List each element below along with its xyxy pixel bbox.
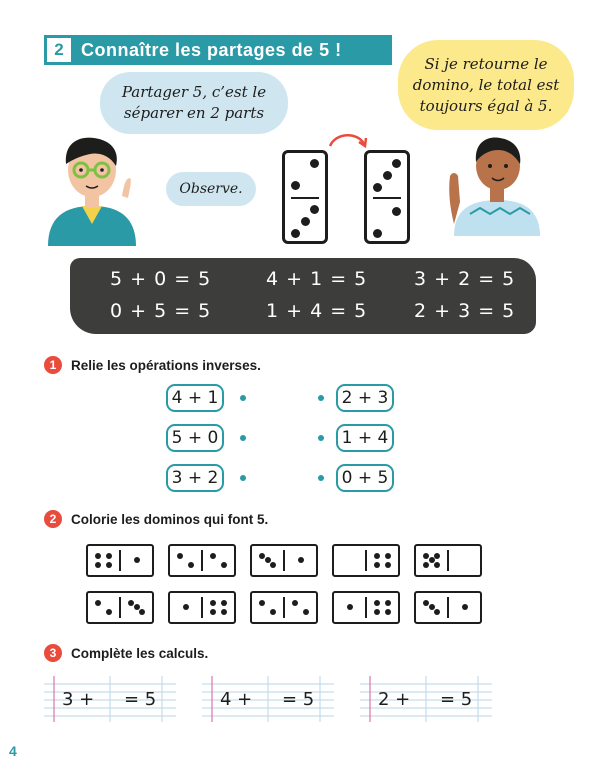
- colorable-domino[interactable]: [332, 544, 400, 577]
- connect-dot-right[interactable]: [318, 395, 324, 401]
- calc-answer-blank[interactable]: [260, 689, 278, 711]
- domino-dot: [429, 604, 435, 610]
- domino-dot: [462, 604, 468, 610]
- domino-dot: [298, 557, 304, 563]
- colorable-domino[interactable]: [86, 544, 154, 577]
- domino-divider: [283, 550, 285, 571]
- flip-arrow-icon: [326, 130, 370, 152]
- calc-box-2: [202, 676, 334, 722]
- domino-dot: [385, 553, 391, 559]
- domino-dot: [259, 553, 265, 559]
- domino-dot: [188, 562, 194, 568]
- domino-divider: [119, 597, 121, 618]
- domino-dot: [423, 553, 429, 559]
- section-number: 2: [47, 38, 71, 62]
- exercise-number: 3: [44, 644, 62, 662]
- board-equation: 1 + 4 = 5: [266, 300, 368, 322]
- domino-dot: [347, 604, 353, 610]
- domino-dot: [374, 553, 380, 559]
- domino-dot: [434, 553, 440, 559]
- connect-dot-right[interactable]: [318, 435, 324, 441]
- domino-dot: [291, 181, 300, 190]
- page-number: 4: [9, 743, 17, 759]
- domino-dot: [392, 159, 401, 168]
- domino-dot: [221, 600, 227, 606]
- domino-dot: [95, 562, 101, 568]
- domino-dot: [106, 553, 112, 559]
- board-equation: 5 + 0 = 5: [110, 268, 212, 290]
- domino-dot: [310, 159, 319, 168]
- domino-dot: [383, 171, 392, 180]
- bubble-left-line2: séparer en 2 parts: [123, 104, 265, 122]
- section-title: Connaître les partages de 5 !: [81, 39, 342, 60]
- domino-divider: [447, 597, 449, 618]
- connect-dot-left[interactable]: [240, 395, 246, 401]
- board-equation: 4 + 1 = 5: [266, 268, 368, 290]
- domino-dot: [139, 609, 145, 615]
- domino-dot: [423, 562, 429, 568]
- calc-left: 4 +: [220, 689, 253, 710]
- boy-pointing-illustration: [440, 128, 546, 236]
- domino-dot: [270, 562, 276, 568]
- speech-bubble-observe: [166, 172, 256, 206]
- domino-dot: [374, 609, 380, 615]
- domino-divider: [373, 197, 401, 199]
- exercise-instruction: Complète les calculs.: [71, 645, 209, 661]
- domino-dot: [134, 557, 140, 563]
- domino-dot: [221, 562, 227, 568]
- calc-box-1: [44, 676, 176, 722]
- operation-left: 5 + 0: [166, 424, 224, 452]
- operation-right: 1 + 4: [336, 424, 394, 452]
- big-domino-2: [364, 150, 410, 244]
- section-header: [44, 35, 392, 65]
- calc-right: = 5: [282, 689, 315, 710]
- domino-divider: [201, 550, 203, 571]
- domino-dot: [95, 600, 101, 606]
- colorable-domino[interactable]: [332, 591, 400, 624]
- domino-dot: [291, 229, 300, 238]
- domino-dot: [429, 557, 435, 563]
- domino-divider: [283, 597, 285, 618]
- colorable-domino[interactable]: [168, 544, 236, 577]
- board-equation: 0 + 5 = 5: [110, 300, 212, 322]
- calc-right: = 5: [124, 689, 157, 710]
- domino-dot: [392, 207, 401, 216]
- domino-dot: [301, 217, 310, 226]
- colorable-domino[interactable]: [414, 591, 482, 624]
- calc-answer-blank[interactable]: [418, 689, 436, 711]
- connect-dot-left[interactable]: [240, 475, 246, 481]
- domino-divider: [201, 597, 203, 618]
- domino-divider: [365, 550, 367, 571]
- calc-answer-blank[interactable]: [102, 689, 120, 711]
- domino-dot: [177, 553, 183, 559]
- colorable-domino[interactable]: [86, 591, 154, 624]
- domino-dot: [310, 205, 319, 214]
- domino-dot: [385, 562, 391, 568]
- domino-dot: [303, 609, 309, 615]
- domino-dot: [434, 562, 440, 568]
- domino-dot: [210, 600, 216, 606]
- domino-dot: [128, 600, 134, 606]
- boy-with-glasses-illustration: [44, 128, 140, 246]
- calc-left: 2 +: [378, 689, 411, 710]
- domino-dot: [134, 604, 140, 610]
- chalkboard: [70, 258, 536, 334]
- operation-left: 4 + 1: [166, 384, 224, 412]
- calc-left: 3 +: [62, 689, 95, 710]
- exercise-2-heading: [44, 510, 268, 528]
- domino-dot: [423, 600, 429, 606]
- exercise-number: 1: [44, 356, 62, 374]
- domino-dot: [385, 609, 391, 615]
- bubble-observe-text: Observe.: [179, 181, 243, 197]
- domino-dot: [210, 553, 216, 559]
- connect-dot-left[interactable]: [240, 435, 246, 441]
- domino-dot: [270, 609, 276, 615]
- domino-dot: [374, 600, 380, 606]
- board-equation: 3 + 2 = 5: [414, 268, 516, 290]
- domino-dot: [183, 604, 189, 610]
- bubble-right-line3: toujours égal à 5.: [419, 96, 553, 115]
- exercise-instruction: Relie les opérations inverses.: [71, 357, 261, 373]
- operation-right: 0 + 5: [336, 464, 394, 492]
- bubble-right-line1: Si je retourne le: [424, 54, 548, 73]
- domino-dot: [373, 229, 382, 238]
- domino-dot: [210, 609, 216, 615]
- exercise-instruction: Colorie les dominos qui font 5.: [71, 511, 269, 527]
- domino-dot: [373, 183, 382, 192]
- domino-dot: [434, 609, 440, 615]
- domino-dot: [265, 557, 271, 563]
- domino-dot: [95, 553, 101, 559]
- colorable-domino[interactable]: [250, 544, 318, 577]
- exercise-number: 2: [44, 510, 62, 528]
- calc-right: = 5: [440, 689, 473, 710]
- domino-dot: [374, 562, 380, 568]
- colorable-domino[interactable]: [250, 591, 318, 624]
- domino-dot: [259, 600, 265, 606]
- domino-dot: [385, 600, 391, 606]
- board-equation: 2 + 3 = 5: [414, 300, 516, 322]
- speech-bubble-right: [398, 40, 574, 130]
- calc-box-3: [360, 676, 492, 722]
- domino-dot: [292, 600, 298, 606]
- operation-left: 3 + 2: [166, 464, 224, 492]
- domino-dot: [106, 562, 112, 568]
- colorable-domino[interactable]: [414, 544, 482, 577]
- colorable-domino[interactable]: [168, 591, 236, 624]
- bubble-left-line1: Partager 5, c’est le: [121, 83, 267, 101]
- exercise-1-heading: [44, 356, 261, 374]
- speech-bubble-left: [100, 72, 288, 134]
- domino-divider: [119, 550, 121, 571]
- domino-dot: [221, 609, 227, 615]
- domino-divider: [291, 197, 319, 199]
- operation-right: 2 + 3: [336, 384, 394, 412]
- big-domino-1: [282, 150, 328, 244]
- exercise-3-heading: [44, 644, 208, 662]
- domino-dot: [106, 609, 112, 615]
- connect-dot-right[interactable]: [318, 475, 324, 481]
- domino-divider: [365, 597, 367, 618]
- bubble-right-line2: domino, le total est: [412, 75, 560, 94]
- domino-divider: [447, 550, 449, 571]
